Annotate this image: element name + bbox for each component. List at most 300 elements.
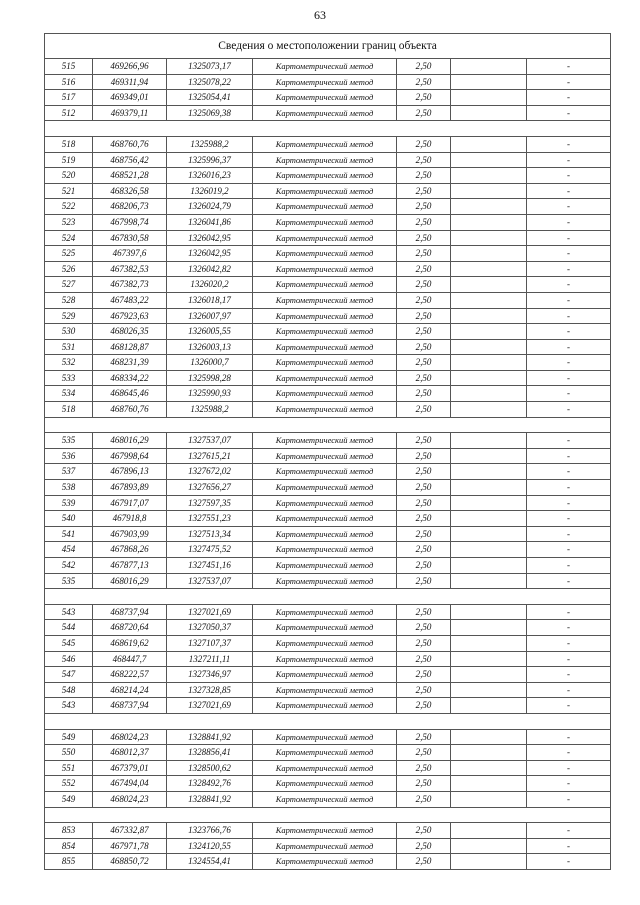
empty-cell <box>451 355 527 371</box>
x-coordinate-cell: 468024,23 <box>93 791 167 807</box>
method-cell: Картометрический метод <box>253 339 397 355</box>
method-cell: Картометрический метод <box>253 620 397 636</box>
empty-cell <box>451 277 527 293</box>
method-cell: Картометрический метод <box>253 433 397 449</box>
x-coordinate-cell: 468016,29 <box>93 573 167 589</box>
table-row <box>45 183 611 199</box>
method-cell: Картометрический метод <box>253 823 397 839</box>
accuracy-cell: 2,50 <box>397 246 451 262</box>
accuracy-cell: 2,50 <box>397 261 451 277</box>
accuracy-cell: 2,50 <box>397 823 451 839</box>
table-row <box>45 480 611 496</box>
point-number-cell: 537 <box>45 464 93 480</box>
x-coordinate-cell: 468214,24 <box>93 682 167 698</box>
y-coordinate-cell: 1326042,95 <box>167 230 253 246</box>
table-row <box>45 277 611 293</box>
dash-cell: - <box>527 791 611 807</box>
x-coordinate-cell: 469349,01 <box>93 90 167 106</box>
accuracy-cell: 2,50 <box>397 682 451 698</box>
y-coordinate-cell: 1328841,92 <box>167 791 253 807</box>
method-cell: Картометрический метод <box>253 760 397 776</box>
dash-cell: - <box>527 214 611 230</box>
group-separator-cell <box>45 121 611 137</box>
accuracy-cell: 2,50 <box>397 230 451 246</box>
x-coordinate-cell: 467332,87 <box>93 823 167 839</box>
accuracy-cell: 2,50 <box>397 277 451 293</box>
point-number-cell: 540 <box>45 511 93 527</box>
dash-cell: - <box>527 292 611 308</box>
point-number-cell: 526 <box>45 261 93 277</box>
method-cell: Картометрический метод <box>253 90 397 106</box>
dash-cell: - <box>527 105 611 121</box>
y-coordinate-cell: 1327537,07 <box>167 573 253 589</box>
dash-cell: - <box>527 635 611 651</box>
accuracy-cell: 2,50 <box>397 402 451 418</box>
x-coordinate-cell: 467483,22 <box>93 292 167 308</box>
table-row <box>45 745 611 761</box>
point-number-cell: 543 <box>45 604 93 620</box>
y-coordinate-cell: 1328500,62 <box>167 760 253 776</box>
accuracy-cell: 2,50 <box>397 558 451 574</box>
method-cell: Картометрический метод <box>253 635 397 651</box>
table-row <box>45 214 611 230</box>
method-cell: Картометрический метод <box>253 105 397 121</box>
table-row <box>45 59 611 75</box>
dash-cell: - <box>527 246 611 262</box>
dash-cell: - <box>527 760 611 776</box>
y-coordinate-cell: 1325988,2 <box>167 402 253 418</box>
accuracy-cell: 2,50 <box>397 635 451 651</box>
accuracy-cell: 2,50 <box>397 448 451 464</box>
accuracy-cell: 2,50 <box>397 90 451 106</box>
y-coordinate-cell: 1327328,85 <box>167 682 253 698</box>
method-cell: Картометрический метод <box>253 59 397 75</box>
x-coordinate-cell: 468231,39 <box>93 355 167 371</box>
x-coordinate-cell: 468756,42 <box>93 152 167 168</box>
empty-cell <box>451 620 527 636</box>
point-number-cell: 543 <box>45 698 93 714</box>
empty-cell <box>451 324 527 340</box>
point-number-cell: 854 <box>45 838 93 854</box>
x-coordinate-cell: 467494,04 <box>93 776 167 792</box>
dash-cell: - <box>527 651 611 667</box>
x-coordinate-cell: 467830,58 <box>93 230 167 246</box>
empty-cell <box>451 433 527 449</box>
table-row <box>45 573 611 589</box>
table-row <box>45 558 611 574</box>
x-coordinate-cell: 468850,72 <box>93 854 167 870</box>
table-row <box>45 199 611 215</box>
method-cell: Картометрический метод <box>253 370 397 386</box>
group-separator-row <box>45 807 611 823</box>
table-row <box>45 760 611 776</box>
empty-cell <box>451 386 527 402</box>
x-coordinate-cell: 467382,53 <box>93 261 167 277</box>
table-row <box>45 168 611 184</box>
y-coordinate-cell: 1326020,2 <box>167 277 253 293</box>
table-row <box>45 292 611 308</box>
point-number-cell: 535 <box>45 573 93 589</box>
method-cell: Картометрический метод <box>253 199 397 215</box>
x-coordinate-cell: 467918,8 <box>93 511 167 527</box>
x-coordinate-cell: 467917,07 <box>93 495 167 511</box>
point-number-cell: 545 <box>45 635 93 651</box>
point-number-cell: 544 <box>45 620 93 636</box>
method-cell: Картометрический метод <box>253 604 397 620</box>
x-coordinate-cell: 468760,76 <box>93 402 167 418</box>
accuracy-cell: 2,50 <box>397 480 451 496</box>
method-cell: Картометрический метод <box>253 152 397 168</box>
group-separator-row <box>45 121 611 137</box>
point-number-cell: 523 <box>45 214 93 230</box>
dash-cell: - <box>527 776 611 792</box>
point-number-cell: 552 <box>45 776 93 792</box>
method-cell: Картометрический метод <box>253 573 397 589</box>
dash-cell: - <box>527 511 611 527</box>
point-number-cell: 515 <box>45 59 93 75</box>
y-coordinate-cell: 1326024,79 <box>167 199 253 215</box>
x-coordinate-cell: 468645,46 <box>93 386 167 402</box>
accuracy-cell: 2,50 <box>397 542 451 558</box>
method-cell: Картометрический метод <box>253 183 397 199</box>
dash-cell: - <box>527 526 611 542</box>
x-coordinate-cell: 468222,57 <box>93 667 167 683</box>
accuracy-cell: 2,50 <box>397 74 451 90</box>
empty-cell <box>451 59 527 75</box>
table-row <box>45 152 611 168</box>
x-coordinate-cell: 468012,37 <box>93 745 167 761</box>
table-row <box>45 729 611 745</box>
dash-cell: - <box>527 152 611 168</box>
empty-cell <box>451 308 527 324</box>
table-row <box>45 448 611 464</box>
table-row <box>45 495 611 511</box>
table-row <box>45 838 611 854</box>
point-number-cell: 518 <box>45 136 93 152</box>
empty-cell <box>451 370 527 386</box>
x-coordinate-cell: 468024,23 <box>93 729 167 745</box>
table-row <box>45 386 611 402</box>
point-number-cell: 516 <box>45 74 93 90</box>
group-separator-row <box>45 417 611 433</box>
method-cell: Картометрический метод <box>253 246 397 262</box>
accuracy-cell: 2,50 <box>397 136 451 152</box>
table-row <box>45 339 611 355</box>
point-number-cell: 524 <box>45 230 93 246</box>
accuracy-cell: 2,50 <box>397 854 451 870</box>
dash-cell: - <box>527 573 611 589</box>
point-number-cell: 518 <box>45 402 93 418</box>
dash-cell: - <box>527 495 611 511</box>
y-coordinate-cell: 1327513,34 <box>167 526 253 542</box>
empty-cell <box>451 635 527 651</box>
y-coordinate-cell: 1325998,28 <box>167 370 253 386</box>
empty-cell <box>451 698 527 714</box>
point-number-cell: 519 <box>45 152 93 168</box>
y-coordinate-cell: 1326005,55 <box>167 324 253 340</box>
dash-cell: - <box>527 74 611 90</box>
empty-cell <box>451 480 527 496</box>
table-row <box>45 682 611 698</box>
y-coordinate-cell: 1324120,55 <box>167 838 253 854</box>
point-number-cell: 548 <box>45 682 93 698</box>
y-coordinate-cell: 1327656,27 <box>167 480 253 496</box>
point-number-cell: 512 <box>45 105 93 121</box>
table-row <box>45 402 611 418</box>
empty-cell <box>451 542 527 558</box>
y-coordinate-cell: 1326016,23 <box>167 168 253 184</box>
table-row <box>45 74 611 90</box>
x-coordinate-cell: 467397,6 <box>93 246 167 262</box>
method-cell: Картометрический метод <box>253 136 397 152</box>
dash-cell: - <box>527 261 611 277</box>
method-cell: Картометрический метод <box>253 745 397 761</box>
accuracy-cell: 2,50 <box>397 573 451 589</box>
empty-cell <box>451 136 527 152</box>
method-cell: Картометрический метод <box>253 230 397 246</box>
y-coordinate-cell: 1328492,76 <box>167 776 253 792</box>
accuracy-cell: 2,50 <box>397 511 451 527</box>
point-number-cell: 547 <box>45 667 93 683</box>
y-coordinate-cell: 1325990,93 <box>167 386 253 402</box>
x-coordinate-cell: 468619,62 <box>93 635 167 651</box>
page-number: 63 <box>314 8 326 22</box>
empty-cell <box>451 246 527 262</box>
y-coordinate-cell: 1326000,7 <box>167 355 253 371</box>
method-cell: Картометрический метод <box>253 698 397 714</box>
method-cell: Картометрический метод <box>253 791 397 807</box>
point-number-cell: 536 <box>45 448 93 464</box>
empty-cell <box>451 823 527 839</box>
dash-cell: - <box>527 838 611 854</box>
table-row <box>45 511 611 527</box>
y-coordinate-cell: 1326041,86 <box>167 214 253 230</box>
y-coordinate-cell: 1327107,37 <box>167 635 253 651</box>
group-separator-cell <box>45 417 611 433</box>
accuracy-cell: 2,50 <box>397 433 451 449</box>
point-number-cell: 525 <box>45 246 93 262</box>
table-row <box>45 635 611 651</box>
table-row <box>45 370 611 386</box>
y-coordinate-cell: 1328856,41 <box>167 745 253 761</box>
y-coordinate-cell: 1327672,02 <box>167 464 253 480</box>
y-coordinate-cell: 1326018,17 <box>167 292 253 308</box>
point-number-cell: 551 <box>45 760 93 776</box>
y-coordinate-cell: 1327451,16 <box>167 558 253 574</box>
y-coordinate-cell: 1327211,11 <box>167 651 253 667</box>
point-number-cell: 535 <box>45 433 93 449</box>
empty-cell <box>451 854 527 870</box>
accuracy-cell: 2,50 <box>397 59 451 75</box>
empty-cell <box>451 199 527 215</box>
method-cell: Картометрический метод <box>253 729 397 745</box>
point-number-cell: 532 <box>45 355 93 371</box>
accuracy-cell: 2,50 <box>397 292 451 308</box>
point-number-cell: 531 <box>45 339 93 355</box>
method-cell: Картометрический метод <box>253 308 397 324</box>
x-coordinate-cell: 467998,74 <box>93 214 167 230</box>
accuracy-cell: 2,50 <box>397 760 451 776</box>
accuracy-cell: 2,50 <box>397 355 451 371</box>
point-number-cell: 521 <box>45 183 93 199</box>
point-number-cell: 530 <box>45 324 93 340</box>
method-cell: Картометрический метод <box>253 292 397 308</box>
x-coordinate-cell: 469311,94 <box>93 74 167 90</box>
point-number-cell: 454 <box>45 542 93 558</box>
dash-cell: - <box>527 823 611 839</box>
y-coordinate-cell: 1327346,97 <box>167 667 253 683</box>
point-number-cell: 550 <box>45 745 93 761</box>
empty-cell <box>451 448 527 464</box>
x-coordinate-cell: 467923,63 <box>93 308 167 324</box>
x-coordinate-cell: 468737,94 <box>93 604 167 620</box>
empty-cell <box>451 168 527 184</box>
method-cell: Картометрический метод <box>253 495 397 511</box>
accuracy-cell: 2,50 <box>397 620 451 636</box>
method-cell: Картометрический метод <box>253 168 397 184</box>
table-row <box>45 246 611 262</box>
boundary-coordinates-table <box>44 33 611 870</box>
method-cell: Картометрический метод <box>253 776 397 792</box>
y-coordinate-cell: 1325069,38 <box>167 105 253 121</box>
method-cell: Картометрический метод <box>253 511 397 527</box>
table-row <box>45 698 611 714</box>
x-coordinate-cell: 468128,87 <box>93 339 167 355</box>
dash-cell: - <box>527 386 611 402</box>
dash-cell: - <box>527 558 611 574</box>
empty-cell <box>451 651 527 667</box>
point-number-cell: 529 <box>45 308 93 324</box>
method-cell: Картометрический метод <box>253 74 397 90</box>
table-title-row <box>45 34 611 59</box>
dash-cell: - <box>527 698 611 714</box>
empty-cell <box>451 74 527 90</box>
empty-cell <box>451 230 527 246</box>
method-cell: Картометрический метод <box>253 214 397 230</box>
y-coordinate-cell: 1323766,76 <box>167 823 253 839</box>
point-number-cell: 520 <box>45 168 93 184</box>
empty-cell <box>451 838 527 854</box>
empty-cell <box>451 573 527 589</box>
table-row <box>45 604 611 620</box>
empty-cell <box>451 667 527 683</box>
x-coordinate-cell: 468326,58 <box>93 183 167 199</box>
y-coordinate-cell: 1327021,69 <box>167 698 253 714</box>
dash-cell: - <box>527 308 611 324</box>
dash-cell: - <box>527 370 611 386</box>
x-coordinate-cell: 468760,76 <box>93 136 167 152</box>
method-cell: Картометрический метод <box>253 480 397 496</box>
empty-cell <box>451 464 527 480</box>
point-number-cell: 853 <box>45 823 93 839</box>
method-cell: Картометрический метод <box>253 448 397 464</box>
dash-cell: - <box>527 324 611 340</box>
dash-cell: - <box>527 59 611 75</box>
table-row <box>45 433 611 449</box>
dash-cell: - <box>527 448 611 464</box>
method-cell: Картометрический метод <box>253 651 397 667</box>
table-row <box>45 791 611 807</box>
accuracy-cell: 2,50 <box>397 152 451 168</box>
empty-cell <box>451 339 527 355</box>
dash-cell: - <box>527 90 611 106</box>
table-row <box>45 526 611 542</box>
point-number-cell: 533 <box>45 370 93 386</box>
point-number-cell: 541 <box>45 526 93 542</box>
method-cell: Картометрический метод <box>253 355 397 371</box>
accuracy-cell: 2,50 <box>397 183 451 199</box>
dash-cell: - <box>527 339 611 355</box>
accuracy-cell: 2,50 <box>397 464 451 480</box>
method-cell: Картометрический метод <box>253 464 397 480</box>
table-row <box>45 667 611 683</box>
point-number-cell: 855 <box>45 854 93 870</box>
dash-cell: - <box>527 433 611 449</box>
x-coordinate-cell: 468720,64 <box>93 620 167 636</box>
table-row <box>45 620 611 636</box>
dash-cell: - <box>527 682 611 698</box>
method-cell: Картометрический метод <box>253 261 397 277</box>
method-cell: Картометрический метод <box>253 854 397 870</box>
point-number-cell: 528 <box>45 292 93 308</box>
accuracy-cell: 2,50 <box>397 386 451 402</box>
table-row <box>45 308 611 324</box>
accuracy-cell: 2,50 <box>397 199 451 215</box>
accuracy-cell: 2,50 <box>397 339 451 355</box>
empty-cell <box>451 105 527 121</box>
dash-cell: - <box>527 355 611 371</box>
dash-cell: - <box>527 542 611 558</box>
group-separator-cell <box>45 713 611 729</box>
dash-cell: - <box>527 604 611 620</box>
y-coordinate-cell: 1326042,95 <box>167 246 253 262</box>
point-number-cell: 538 <box>45 480 93 496</box>
accuracy-cell: 2,50 <box>397 324 451 340</box>
x-coordinate-cell: 468521,28 <box>93 168 167 184</box>
x-coordinate-cell: 468206,73 <box>93 199 167 215</box>
x-coordinate-cell: 467868,26 <box>93 542 167 558</box>
accuracy-cell: 2,50 <box>397 651 451 667</box>
group-separator-cell <box>45 589 611 605</box>
x-coordinate-cell: 467893,89 <box>93 480 167 496</box>
y-coordinate-cell: 1327021,69 <box>167 604 253 620</box>
table-row <box>45 464 611 480</box>
method-cell: Картометрический метод <box>253 386 397 402</box>
dash-cell: - <box>527 464 611 480</box>
empty-cell <box>451 183 527 199</box>
empty-cell <box>451 261 527 277</box>
empty-cell <box>451 511 527 527</box>
accuracy-cell: 2,50 <box>397 667 451 683</box>
method-cell: Картометрический метод <box>253 526 397 542</box>
y-coordinate-cell: 1327615,21 <box>167 448 253 464</box>
y-coordinate-cell: 1324554,41 <box>167 854 253 870</box>
table-title: Сведения о местоположении границ объекта <box>45 34 611 59</box>
y-coordinate-cell: 1327537,07 <box>167 433 253 449</box>
x-coordinate-cell: 469379,11 <box>93 105 167 121</box>
group-separator-row <box>45 589 611 605</box>
y-coordinate-cell: 1326007,97 <box>167 308 253 324</box>
empty-cell <box>451 402 527 418</box>
empty-cell <box>451 791 527 807</box>
x-coordinate-cell: 467379,01 <box>93 760 167 776</box>
dash-cell: - <box>527 729 611 745</box>
y-coordinate-cell: 1325073,17 <box>167 59 253 75</box>
method-cell: Картометрический метод <box>253 402 397 418</box>
point-number-cell: 534 <box>45 386 93 402</box>
table-row <box>45 136 611 152</box>
group-separator-row <box>45 713 611 729</box>
